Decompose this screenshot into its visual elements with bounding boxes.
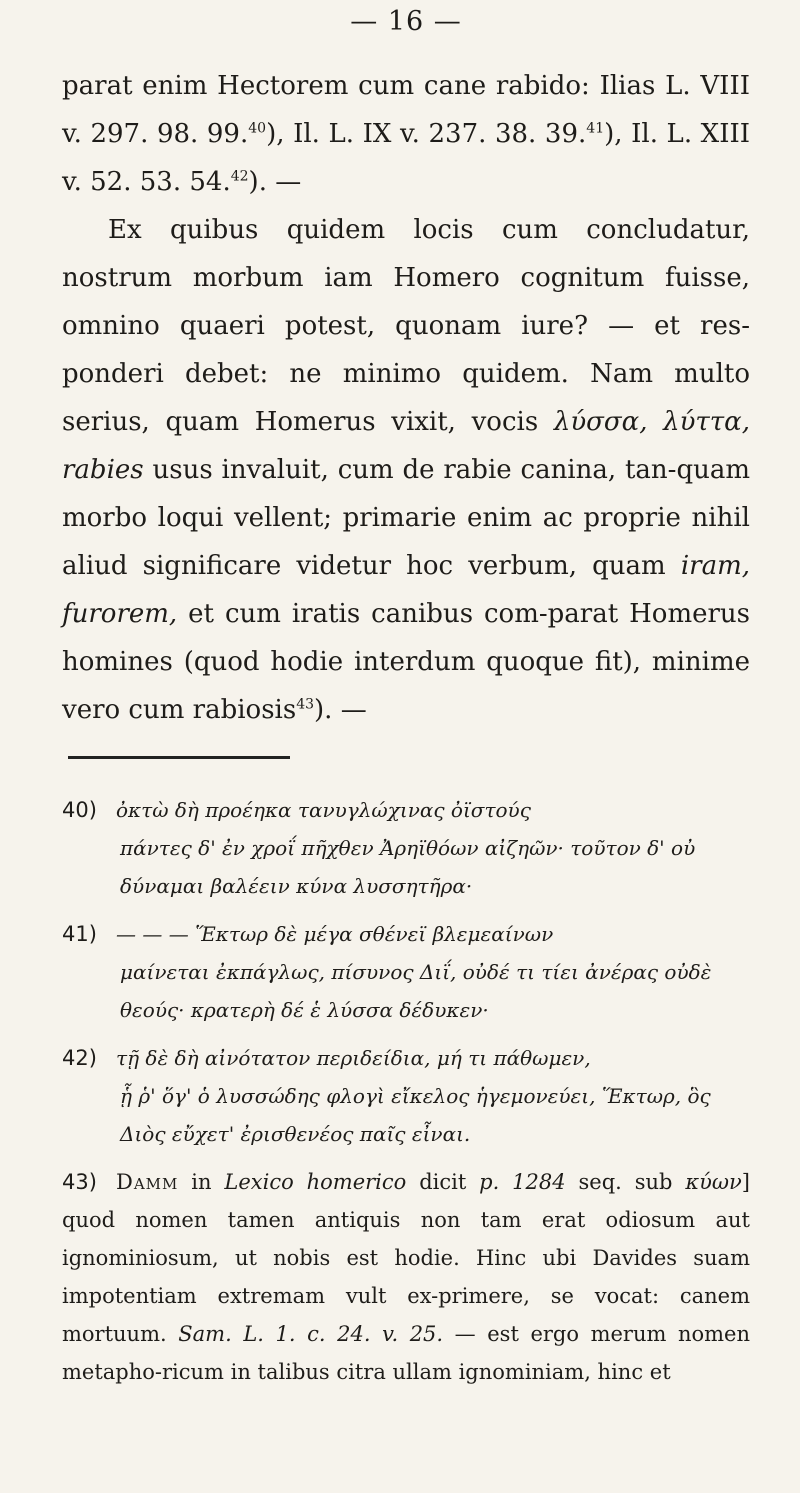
bible-reference: Sam. L. 1. c. 24. v. 25. [178,1322,444,1346]
page-number: — 16 — [350,6,462,37]
footnote-ref-43: 43 [296,696,315,713]
footnote-ref-40: 40 [248,120,267,137]
footnote-40: 40) ὀκτὼ δὴ προέηκα τανυγλώχινας ὀϊστούς πάντες δ' ἐν χροΐ πῆχθεν Ἀρηϊθόων αἰζηῶν· τοῦτον δ' οὐ δύναμαι βαλέειν κύνα λυσσητῆρα· [62,798,696,898]
main-text [62,62,750,734]
footnotes [62,791,750,1391]
footnote-divider [68,756,290,759]
paragraph-2: Ex quibus quidem locis cum concludatur, nostrum morbum iam Homero cognitum fuisse, omnino quaeri potest, quonam iure? — et res-ponderi debet: ne minimo quidem. Nam multo serius, quam Homerus vixit, vocis λύσσα, λύττα, rabies usus invaluit, cum de rabie canina, tan-quam morbo loqui vellent; primarie enim ac proprie nihil aliud significare videtur hoc verbum, quam iram, furorem, et cum iratis canibus com-parat Homerus homines (quod hodie interdum quoque fit), minime vero cum rabiosis$^{43}$). — [62,215,751,725]
author-name: Damm [116,1170,179,1194]
footnote-43: 43) Damm in Lexico homerico dicit p. 1284 seq. sub κύων] quod nomen tamen antiquis non tam erat odiosum aut ignominiosum, ut nobis est hodie. Hinc ubi Davides suam impotentiam extremam vult ex-primere, se vocat: canem mortuum. Sam. L. 1. c. 24. v. 25. — est ergo merum nomen metapho-ricum in talibus citra ullam ignominiam, hinc et [62,1170,750,1384]
term-furorem: furorem, [62,599,178,629]
greek-term: λύσσα, λύττα, [553,407,751,437]
term-rabies: rabies [62,455,144,485]
footnote-42: 42) τῇ δὲ δὴ αἰνότατον περιδείδια, μή τι πάθωμεν, ᾗ ῥ' ὅγ' ὁ λυσσώδης φλογὶ εἴκελος ἡγεμονεύει, Ἕκτωρ, ὃς Διὸς εὔχετ' ἐρισθενέος παῖς εἶναι. [62,1046,711,1146]
footnote-ref-42: 42 [230,168,249,185]
paragraph-1: parat enim Hectorem cum cane rabido: Ilias L. VIII v. 297. 98. 99.40), Il. L. IX v. 237. 38. 39.41), Il. L. XIII v. 52. 53. 54.42). — [62,71,751,197]
term-iram: iram, [680,551,750,581]
footnote-41: 41) — — — Ἕκτωρ δὲ μέγα σθένεϊ βλεμεαίνων μαίνεται ἐκπάγλως, πίσυνος Διΐ, οὐδέ τι τίει ἀνέρας οὐδὲ θεούς· κρατερὴ δέ ἑ λύσσα δέδυκεν· [62,922,712,1022]
work-title: Lexico homerico [224,1170,407,1194]
footnote-ref-41: 41 [586,120,605,137]
